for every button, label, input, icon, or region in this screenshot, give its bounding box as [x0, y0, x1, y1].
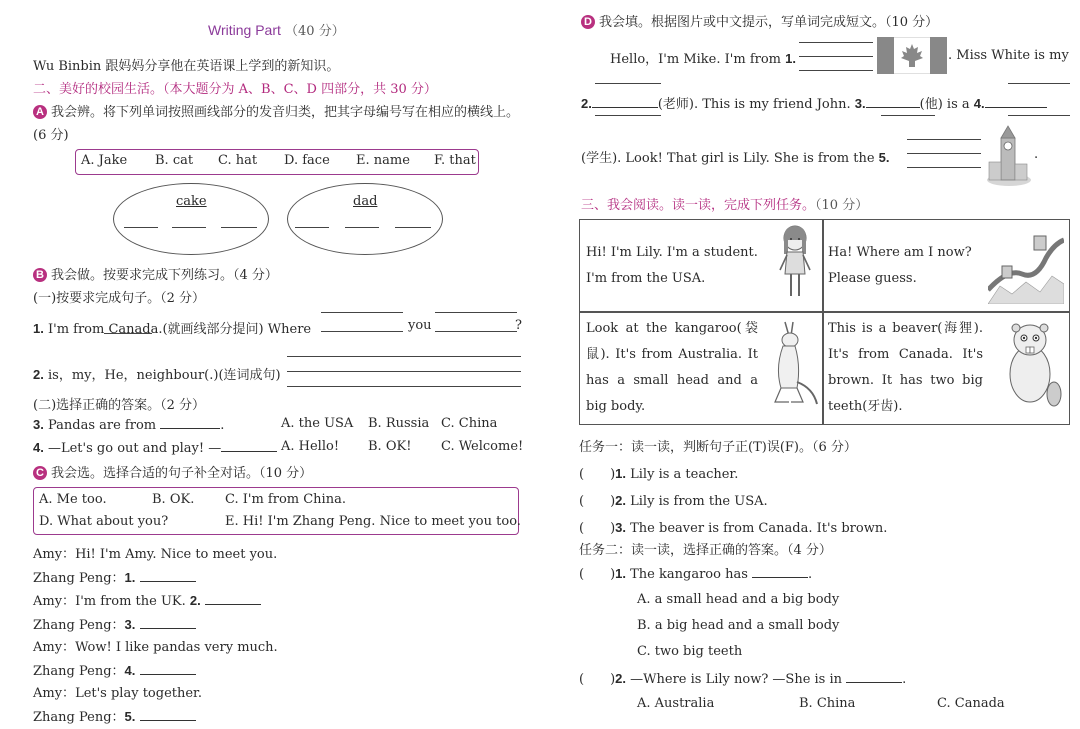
dialog-line: Zhang Peng：5. — [33, 706, 278, 729]
q4-opt-c: C. Welcome! — [441, 439, 523, 454]
dialog-line: Zhang Peng：4. — [33, 660, 278, 684]
dialog-line: Zhang Peng：1. — [33, 567, 278, 591]
cell-lily: Hi! I'm Lily. I'm a student. I'm from the USA. — [586, 240, 758, 292]
d-blank-5b[interactable] — [907, 153, 981, 154]
part-c-opt-d: D. What about you? — [39, 514, 168, 529]
section-three-heading: 三、我会阅读。读一读，完成下列任务。（10 分） — [581, 194, 868, 213]
part-b-sub1: (一)按要求完成句子。（2 分） — [33, 287, 205, 306]
part-b-badge: B — [33, 268, 47, 282]
beaver-icon — [998, 318, 1064, 410]
task2-q2-opt-a: A. Australia — [637, 696, 714, 711]
dad-blank-1[interactable] — [295, 227, 329, 228]
answer-slot[interactable] — [584, 493, 610, 505]
dialog-line: Amy：Let's play together. — [33, 683, 278, 706]
option-e: E. name — [356, 153, 410, 168]
dialog-blank-2[interactable] — [205, 592, 261, 605]
task2-q1-blank[interactable] — [752, 565, 808, 578]
list-item: ( )2. Lily is from the USA. — [579, 488, 887, 515]
task2-q1-opt-c: C. two big teeth — [637, 644, 742, 659]
part-c-opt-c: C. I'm from China. — [225, 492, 346, 507]
great-wall-icon — [988, 228, 1064, 304]
q1-blank-2b[interactable] — [435, 331, 517, 332]
part-c-badge: C — [33, 466, 47, 480]
part-d-line1: Hello，I'm Mike. I'm from 1. — [610, 48, 796, 67]
part-c-opt-b: B. OK. — [152, 492, 194, 507]
d-blank-1c[interactable] — [799, 70, 873, 71]
part-a-options-box — [75, 149, 479, 175]
dialog-blank-1[interactable] — [140, 569, 196, 582]
d-blank-4-bottom[interactable] — [1008, 115, 1070, 116]
part-d-instruction: D 我会填。根据图片或中文提示，写单词完成短文。（10 分） — [581, 11, 938, 30]
answer-slot[interactable] — [584, 520, 610, 532]
answer-slot[interactable] — [584, 671, 610, 683]
canada-flag-icon — [877, 37, 947, 74]
option-c: C. hat — [218, 153, 257, 168]
dialog-blank-3[interactable] — [140, 616, 196, 629]
part-c-instruction: C 我会选。选择合适的句子补全对话。（10 分） — [33, 462, 312, 481]
part-a-score: (6 分) — [33, 124, 69, 143]
answer-slot[interactable] — [584, 466, 610, 478]
dialog-line: Amy：Wow! I like pandas very much. — [33, 637, 278, 660]
d-blank-4-top[interactable] — [1008, 83, 1070, 84]
part-c-opt-e: E. Hi! I'm Zhang Peng. Nice to meet you too. — [225, 514, 521, 529]
part-a-badge: A — [33, 105, 47, 119]
part-d-line3-end: . — [1034, 147, 1038, 162]
task1-title: 任务一：读一读，判断句子正(T)误(F)。（6 分） — [579, 436, 857, 455]
q4-opt-a: A. Hello! — [281, 439, 339, 454]
kangaroo-icon — [763, 318, 819, 408]
part-b-sub2: (二)选择正确的答案。（2 分） — [33, 394, 205, 413]
d-blank-5c[interactable] — [907, 167, 981, 168]
q2-blank-mid[interactable] — [287, 371, 521, 372]
q1-you: you — [408, 318, 432, 333]
d-blank-1b[interactable] — [799, 56, 873, 57]
cell-kangaroo: Look at the kangaroo(袋鼠). It's from Australia. It has a small head and a big body. — [586, 316, 758, 420]
q3-opt-a: A. the USA — [281, 416, 353, 431]
cell-beaver: This is a beaver(海狸). It's from Canada. It's brown. It has two big teeth(牙齿). — [828, 316, 983, 420]
girl-lily-icon — [775, 224, 815, 304]
ellipse-cake-word: cake — [176, 194, 207, 209]
dialog-blank-4[interactable] — [140, 662, 196, 675]
d-blank-3-bottom[interactable] — [881, 115, 935, 116]
option-b: B. cat — [155, 153, 193, 168]
option-a: A. Jake — [81, 153, 127, 168]
part-d-line2: 2. (老师). This is my friend John. 3. (他) is a 4. — [581, 93, 1047, 112]
grid-horizontal-divider — [579, 311, 1070, 313]
q1-blank-1b[interactable] — [321, 331, 403, 332]
dialog-blank-5[interactable] — [140, 708, 196, 721]
task2-q2-blank[interactable] — [846, 670, 902, 683]
q1-question-mark: ? — [515, 318, 522, 333]
cell-guess: Ha! Where am I now? Please guess. — [828, 240, 972, 292]
canada-underline — [104, 333, 152, 334]
cake-blank-3[interactable] — [221, 227, 257, 228]
q1-blank-2a[interactable] — [435, 312, 517, 313]
intro-text: Wu Binbin 跟妈妈分享他在英语课上学到的新知识。 — [33, 55, 339, 74]
option-f: F. that — [434, 153, 476, 168]
q2-blank-top[interactable] — [287, 356, 521, 357]
d-blank-2[interactable] — [592, 95, 658, 108]
task2-q2-opt-b: B. China — [799, 696, 855, 711]
d-blank-2-top[interactable] — [595, 83, 661, 84]
task2-q1-opt-b: B. a big head and a small body — [637, 618, 839, 633]
q1: 1. I'm from Canada.(就画线部分提问) Where — [33, 318, 311, 337]
cake-blank-2[interactable] — [172, 227, 206, 228]
task2-title: 任务二：读一读，选择正确的答案。（4 分） — [579, 539, 832, 558]
q2: 2. is，my，He，neighbour(.)(连词成句) — [33, 364, 281, 383]
q3-opt-b: B. Russia — [368, 416, 429, 431]
d-blank-2-bottom[interactable] — [595, 115, 661, 116]
q4-opt-b: B. OK! — [368, 439, 411, 454]
answer-slot[interactable] — [584, 566, 610, 578]
q3-opt-c: C. China — [441, 416, 497, 431]
dialog — [33, 544, 278, 729]
q3-blank[interactable] — [160, 416, 220, 429]
d-blank-3[interactable] — [866, 95, 920, 108]
dad-blank-3[interactable] — [395, 227, 431, 228]
d-blank-5a[interactable] — [907, 139, 981, 140]
part-d-badge: D — [581, 15, 595, 29]
part-b-instruction: B 我会做。按要求完成下列练习。（4 分） — [33, 264, 278, 283]
writing-part-title: Writing Part （40 分） — [208, 20, 345, 39]
task2-q1-opt-a: A. a small head and a big body — [637, 592, 839, 607]
dialog-line: Amy：I'm from the UK. 2. — [33, 590, 278, 614]
ellipse-dad-word: dad — [353, 194, 377, 209]
dad-blank-2[interactable] — [345, 227, 379, 228]
task2-q1: ( )1. The kangaroo has . — [579, 565, 812, 582]
list-item: ( )3. The beaver is from Canada. It's brown. — [579, 515, 887, 542]
part-c-opt-a: A. Me too. — [39, 492, 107, 507]
grid-vertical-divider — [822, 219, 824, 425]
task2-q2-opt-c: C. Canada — [937, 696, 1005, 711]
q4-blank[interactable] — [221, 439, 277, 452]
q4: 4. —Let's go out and play! — — [33, 439, 277, 456]
cake-blank-1[interactable] — [124, 227, 158, 228]
part-d-line3: (学生). Look! That girl is Lily. She is from the 5. — [581, 147, 890, 166]
dialog-line: Amy：Hi! I'm Amy. Nice to meet you. — [33, 544, 278, 567]
q1-blank-1a[interactable] — [321, 312, 403, 313]
d-blank-4[interactable] — [985, 95, 1047, 108]
task1-list — [579, 461, 887, 542]
option-d: D. face — [284, 153, 330, 168]
section-two-heading: 二、美好的校园生活。（本大题分为 A、B、C、D 四部分，共 30 分） — [33, 78, 437, 97]
q3: 3. Pandas are from . — [33, 416, 224, 433]
d-blank-1a[interactable] — [799, 42, 873, 43]
part-a-instruction: A 我会辨。将下列单词按照画线部分的发音归类，把其字母编号写在相应的横线上。 — [33, 101, 519, 120]
task2-q2: ( )2. —Where is Lily now? —She is in . — [579, 670, 906, 687]
part-d-line1-end: . Miss White is my — [948, 48, 1069, 63]
q2-blank-bottom[interactable] — [287, 386, 521, 387]
big-ben-icon — [985, 124, 1033, 186]
list-item: ( )1. Lily is a teacher. — [579, 461, 887, 488]
dialog-line: Zhang Peng：3. — [33, 614, 278, 638]
